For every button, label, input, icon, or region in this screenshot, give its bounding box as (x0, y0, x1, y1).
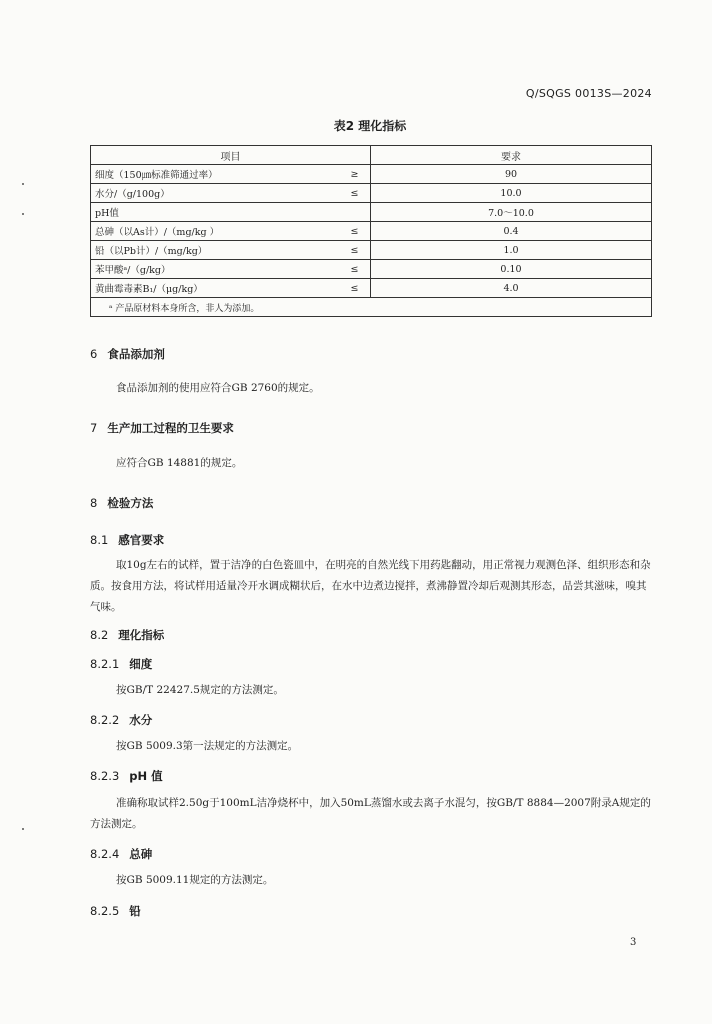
table-header-row (91, 146, 652, 165)
row-item: 黄曲霉毒素B₁/（μg/kg） (91, 279, 349, 298)
page-number: 3 (630, 937, 637, 948)
row-symbol: ≤ (349, 279, 371, 298)
header-requirement: 要求 (371, 146, 652, 165)
section-title: 生产加工过程的卫生要求 (107, 421, 234, 435)
section-number: 8.2 (90, 628, 109, 642)
table-note-row (91, 298, 652, 317)
row-symbol: ≤ (349, 222, 371, 241)
table-row (91, 279, 652, 298)
section-8-1-text: 取10g左右的试样，置于洁净的白色瓷皿中，在明亮的自然光线下用药匙翻动，用正常视力观测色泽、组织形态和杂质。按食用方法，将试样用适量冷开水调成糊状后，在水中边煮边搅拌，煮沸静置冷却后观测其形态，品尝其滋味，嗅其气味。 (90, 559, 651, 613)
section-8-2-heading (90, 627, 164, 643)
section-number: 8.2.4 (90, 847, 120, 861)
row-symbol (349, 203, 371, 222)
row-requirement: 0.10 (371, 260, 652, 279)
section-number: 7 (90, 421, 98, 435)
scan-speck (22, 213, 24, 215)
section-title: 食品添加剂 (107, 347, 165, 361)
section-8-2-2-text: 按GB 5009.3第一法规定的方法测定。 (116, 740, 299, 752)
row-requirement: 4.0 (371, 279, 652, 298)
row-symbol: ≤ (349, 260, 371, 279)
row-requirement: 90 (371, 165, 652, 184)
section-8-2-3-text: 准确称取试样2.50g于100mL洁净烧杯中，加入50mL蒸馏水或去离子水混匀，按GB/T 8884—2007附录A规定的方法测定。 (90, 797, 651, 830)
scan-speck (22, 828, 24, 830)
row-item: 总砷（以As计）/（mg/kg ） (91, 222, 349, 241)
section-title: 检验方法 (107, 496, 154, 510)
table-row (91, 222, 652, 241)
section-number: 6 (90, 347, 98, 361)
section-number: 8.2.3 (90, 769, 120, 783)
section-7-heading (90, 420, 234, 436)
table-row (91, 184, 652, 203)
section-number: 8 (90, 496, 98, 510)
section-8-2-2-heading (90, 712, 152, 728)
header-item: 项目 (91, 146, 371, 165)
section-8-2-5-heading (90, 903, 141, 919)
section-8-1-heading (90, 532, 164, 548)
section-8-2-4-heading (90, 846, 152, 862)
row-requirement: 7.0～10.0 (371, 203, 652, 222)
standard-code: Q/SQGS 0013S—2024 (525, 87, 652, 100)
row-requirement: 10.0 (371, 184, 652, 203)
section-8-heading (90, 495, 153, 511)
table-title: 表2 理化指标 (333, 119, 407, 133)
section-6-text: 食品添加剂的使用应符合GB 2760的规定。 (116, 382, 320, 394)
row-item: 水分/（g/100g） (91, 184, 349, 203)
physchem-spec-table (90, 145, 652, 317)
table-row (91, 260, 652, 279)
section-title: pH 值 (129, 769, 163, 783)
table-row (91, 241, 652, 260)
row-item: 苯甲酸ᵃ/（g/kg） (91, 260, 349, 279)
table-row (91, 165, 652, 184)
section-8-2-1-heading (90, 656, 152, 672)
section-number: 8.2.1 (90, 657, 120, 671)
row-symbol: ≤ (349, 241, 371, 260)
section-number: 8.1 (90, 533, 109, 547)
row-requirement: 0.4 (371, 222, 652, 241)
row-symbol: ≥ (349, 165, 371, 184)
table-row (91, 203, 652, 222)
section-8-2-3-heading (90, 768, 163, 784)
section-8-2-4-text: 按GB 5009.11规定的方法测定。 (116, 874, 274, 886)
section-title: 水分 (129, 713, 153, 727)
section-8-2-1-text: 按GB/T 22427.5规定的方法测定。 (116, 684, 284, 696)
section-7-text: 应符合GB 14881的规定。 (116, 457, 243, 469)
row-item: 细度（150㎛标准筛通过率） (91, 165, 349, 184)
row-item: 铅（以Pb计）/（mg/kg） (91, 241, 349, 260)
section-title: 理化指标 (118, 628, 165, 642)
section-title: 细度 (129, 657, 153, 671)
row-item: pH值 (91, 203, 349, 222)
section-number: 8.2.2 (90, 713, 120, 727)
section-number: 8.2.5 (90, 904, 120, 918)
row-symbol: ≤ (349, 184, 371, 203)
section-6-heading (90, 346, 165, 362)
section-title: 铅 (129, 904, 141, 918)
scan-speck (22, 183, 24, 185)
row-requirement: 1.0 (371, 241, 652, 260)
table-footnote: ᵃ 产品原材料本身所含，非人为添加。 (91, 298, 652, 317)
section-title: 感官要求 (118, 533, 165, 547)
section-title: 总砷 (129, 847, 153, 861)
